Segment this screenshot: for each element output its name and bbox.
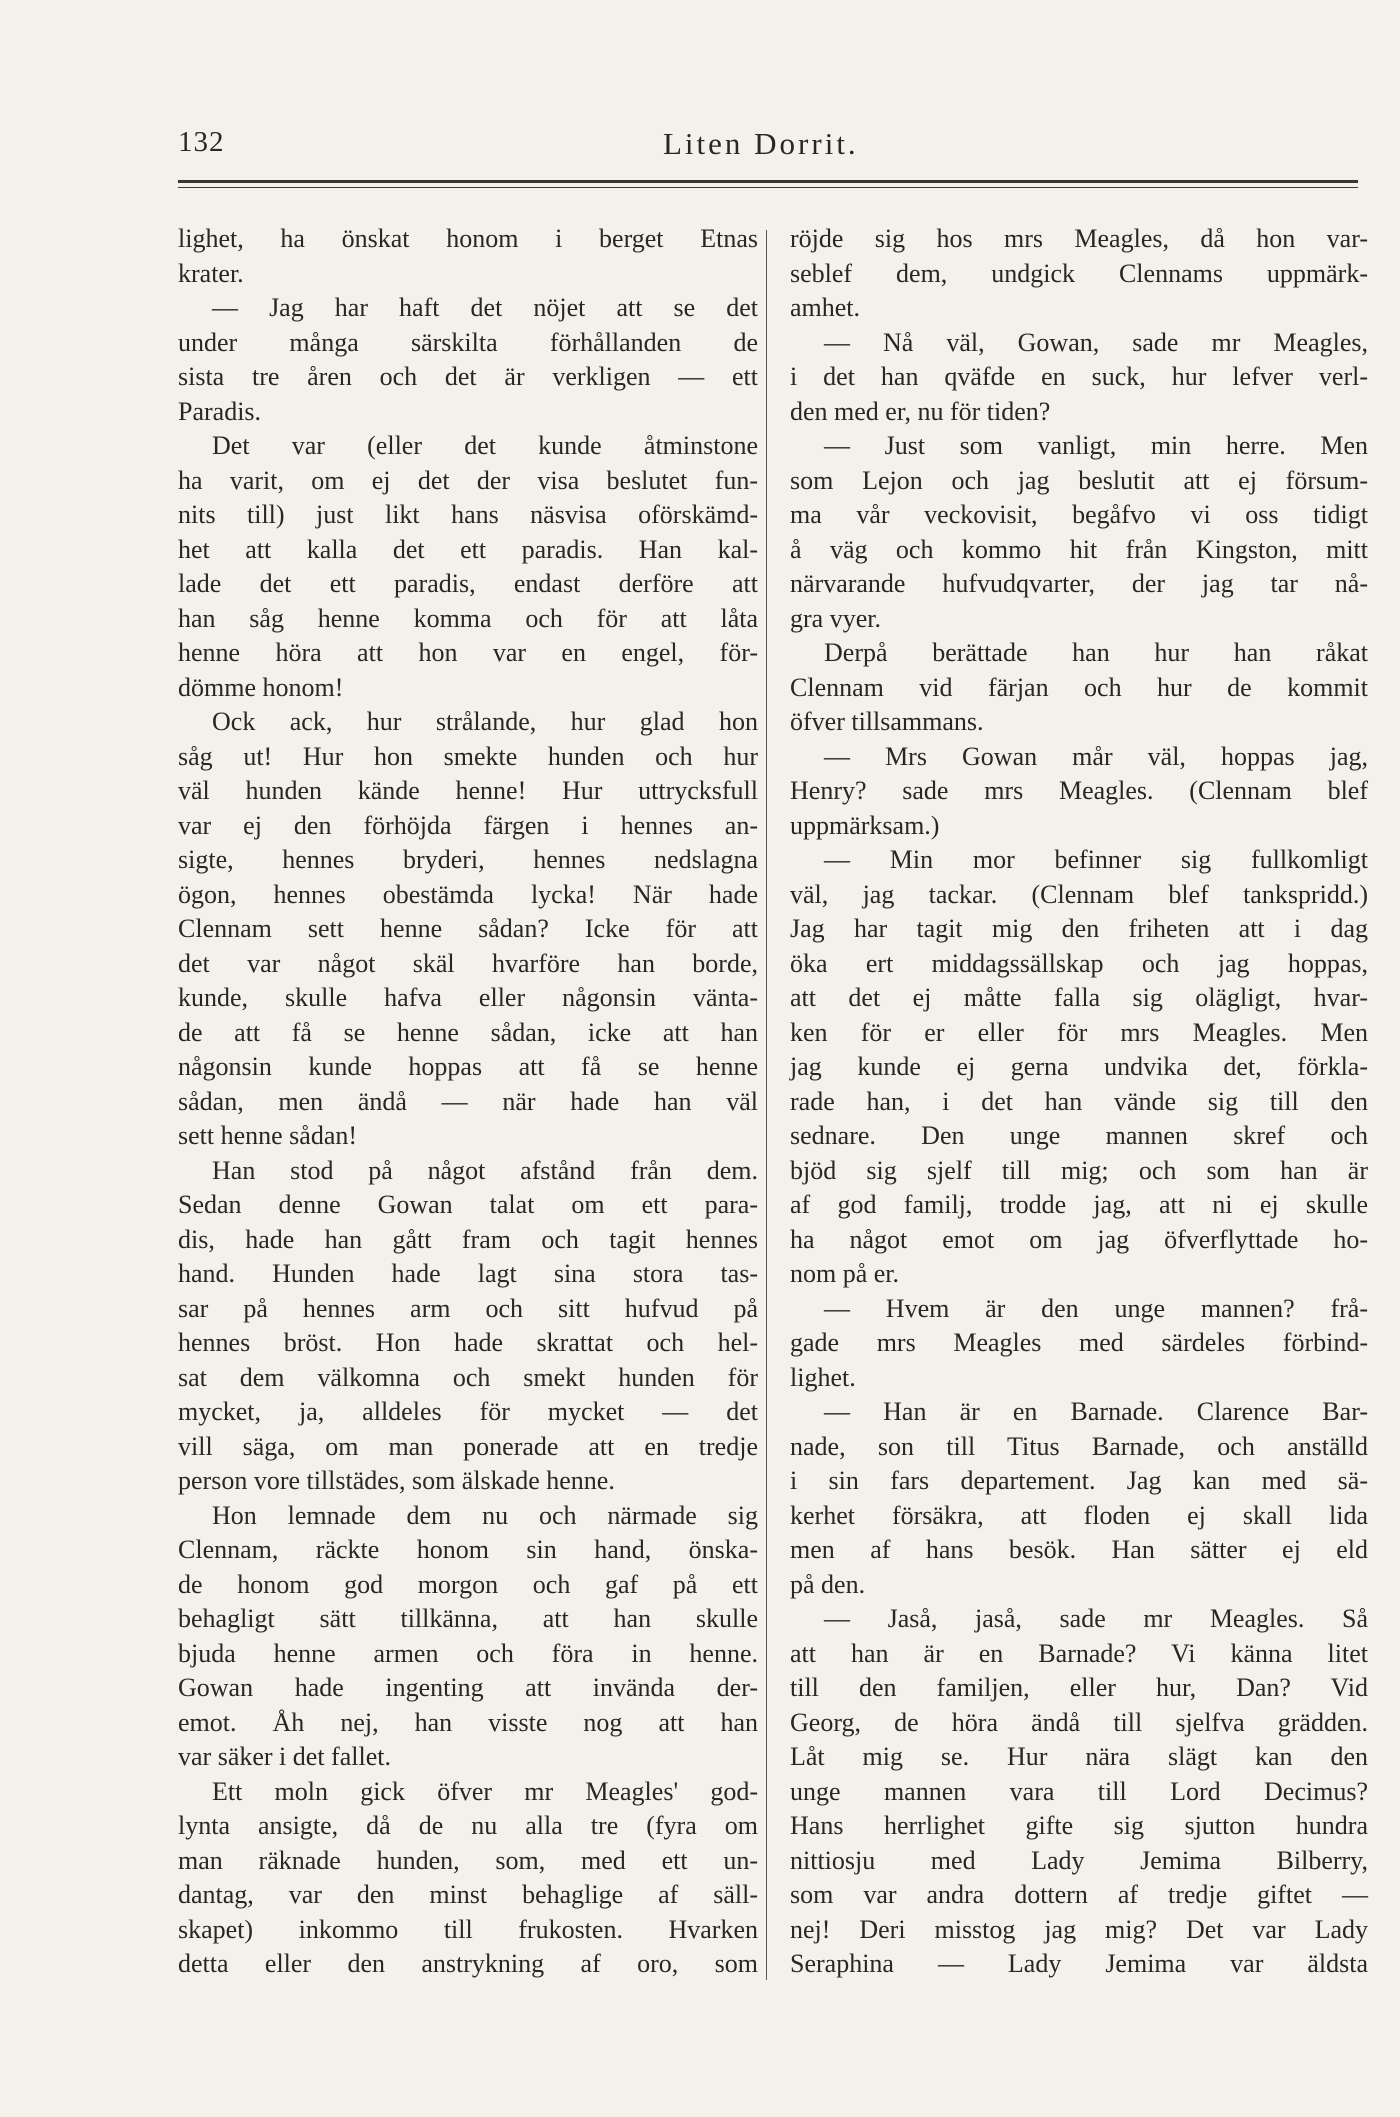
text-line: hennes bröst. Hon hade skrattat och hel- xyxy=(178,1328,758,1357)
text-line: under många särskilta förhållanden de xyxy=(178,327,758,357)
text-line: Clennam sett henne sådan? Icke för att xyxy=(178,914,758,943)
header-rule-thin xyxy=(178,187,1358,188)
text-line: kunde, skulle hafva eller någonsin vänta- xyxy=(178,983,758,1012)
text-line: lighet. xyxy=(790,1362,856,1392)
text-line: Låt mig se. Hur nära slägt kan den xyxy=(790,1742,1368,1771)
text-line: nits till) just likt hans näsvisa oförskämd- xyxy=(178,500,758,529)
text-line: Gowan hade ingenting att invända der- xyxy=(178,1673,758,1702)
text-line: gra vyer. xyxy=(790,603,881,633)
text-line: ma vår veckovisit, begåfvo vi oss tidigt xyxy=(790,500,1368,529)
text-line: hand. Hunden hade lagt sina stora tas- xyxy=(178,1259,758,1288)
left-column xyxy=(178,222,758,1982)
running-title: Liten Dorrit. xyxy=(663,126,859,161)
text-line: röjde sig hos mrs Meagles, då hon var- xyxy=(790,224,1368,253)
text-line: lighet, ha önskat honom i berget Etnas xyxy=(178,224,758,253)
text-line: på den. xyxy=(790,1569,866,1599)
text-line: het att kalla det ett paradis. Han kal- xyxy=(178,534,758,564)
text-line: dantag, var den minst behaglige af säll- xyxy=(178,1880,758,1909)
text-line: Seraphina — Lady Jemima var äldsta xyxy=(790,1949,1368,1978)
text-line: behagligt sätt tillkänna, att han skulle xyxy=(178,1604,758,1633)
text-line: detta eller den anstrykning af oro, som xyxy=(178,1949,758,1978)
page-header xyxy=(178,126,1358,170)
text-line: kerhet försäkra, att floden ej skall lida xyxy=(790,1500,1368,1530)
text-line: nej! Deri misstog jag mig? Det var Lady xyxy=(790,1914,1368,1944)
text-line: — Min mor befinner sig fullkomligt xyxy=(824,845,1368,874)
text-line: Georg, de höra ändå till sjelfva grädden. xyxy=(790,1707,1368,1737)
text-line: vill säga, om man ponerade att en tredje xyxy=(178,1431,758,1461)
text-line: å väg och kommo hit från Kingston, mitt xyxy=(790,534,1368,564)
text-line: person vore tillstädes, som älskade henne. xyxy=(178,1466,615,1495)
text-line: — Jag har haft det nöjet att se det xyxy=(212,293,758,322)
text-line: gade mrs Meagles med särdeles förbind- xyxy=(790,1328,1368,1357)
text-line: det var något skäl hvarföre han borde, xyxy=(178,948,758,978)
text-line: att det ej måtte falla sig olägligt, hvar- xyxy=(790,983,1368,1012)
header-rule-thick xyxy=(178,180,1358,183)
text-line: sat dem välkomna och smekt hunden för xyxy=(178,1362,758,1392)
text-line: man räknade hunden, som, med ett un- xyxy=(178,1845,758,1875)
text-line: ha varit, om ej det der visa beslutet fun- xyxy=(178,465,758,495)
text-line: sednare. Den unge mannen skref och xyxy=(790,1121,1368,1150)
text-line: sar på hennes arm och sitt hufvud på xyxy=(178,1293,758,1323)
text-line: henne höra att hon var en engel, för- xyxy=(178,638,758,667)
text-line: sigte, hennes bryderi, hennes nedslagna xyxy=(178,845,758,874)
text-line: af god familj, trodde jag, att ni ej skulle xyxy=(790,1190,1368,1219)
text-line: öka ert middagssällskap och jag hoppas, xyxy=(790,948,1368,978)
text-line: sådan, men ändå — när hade han väl xyxy=(178,1086,758,1116)
text-line: Clennam, räckte honom sin hand, önska- xyxy=(178,1535,758,1564)
right-column xyxy=(790,222,1368,1982)
text-line: — Hvem är den unge mannen? frå- xyxy=(824,1293,1368,1323)
text-line: ha något emot om jag öfverflyttade ho- xyxy=(790,1224,1368,1254)
text-line: väl, jag tackar. (Clennam blef tankspridd.) xyxy=(790,879,1368,909)
text-line: Ock ack, hur strålande, hur glad hon xyxy=(212,707,758,736)
text-line: nom på er. xyxy=(790,1259,900,1288)
text-line: bjuda henne armen och föra in henne. xyxy=(178,1638,758,1668)
text-line: dis, hade han gått fram och tagit hennes xyxy=(178,1224,758,1254)
text-line: som var andra dottern af tredje giftet — xyxy=(790,1880,1368,1909)
text-line: Clennam vid färjan och hur de kommit xyxy=(790,672,1368,702)
text-line: skapet) inkommo till frukosten. Hvarken xyxy=(178,1914,758,1944)
text-line: i det han qväfde en suck, hur lefver verl- xyxy=(790,362,1368,391)
text-line: nade, son till Titus Barnade, och anställd xyxy=(790,1431,1368,1461)
text-line: ken för er eller för mrs Meagles. Men xyxy=(790,1017,1368,1047)
text-line: Det var (eller det kunde åtminstone xyxy=(212,431,758,460)
text-line: mycket, ja, alldeles för mycket — det xyxy=(178,1397,758,1426)
text-line: men af hans besök. Han sätter ej eld xyxy=(790,1535,1368,1564)
text-line: var säker i det fallet. xyxy=(178,1742,391,1771)
text-line: Derpå berättade han hur han råkat xyxy=(824,638,1368,667)
text-line: dömme honom! xyxy=(178,672,344,702)
text-line: jag kunde ej gerna undvika det, förkla- xyxy=(790,1052,1368,1081)
text-line: till den familjen, eller hur, Dan? Vid xyxy=(790,1673,1368,1702)
text-line: nittiosju med Lady Jemima Bilberry, xyxy=(790,1845,1368,1875)
text-line: Hon lemnade dem nu och närmade sig xyxy=(212,1500,758,1530)
text-line: öfver tillsammans. xyxy=(790,707,984,736)
text-line: sett henne sådan! xyxy=(178,1121,358,1150)
text-line: krater. xyxy=(178,258,244,288)
text-line: emot. Åh nej, han visste nog att han xyxy=(178,1707,758,1737)
text-line: att han är en Barnade? Vi känna litet xyxy=(790,1638,1368,1668)
text-line: Han stod på något afstånd från dem. xyxy=(212,1155,758,1185)
text-line: lynta ansigte, då de nu alla tre (fyra om xyxy=(178,1811,758,1840)
text-line: sista tre åren och det är verkligen — ett xyxy=(178,362,758,391)
text-line: den med er, nu för tiden? xyxy=(790,396,1051,426)
text-line: som Lejon och jag beslutit att ej försum- xyxy=(790,465,1368,495)
page-number: 132 xyxy=(178,126,225,158)
text-line: Hans herrlighet gifte sig sjutton hundra xyxy=(790,1811,1368,1840)
text-line: — Mrs Gowan mår väl, hoppas jag, xyxy=(824,741,1368,771)
text-line: uppmärksam.) xyxy=(790,810,940,840)
text-line: i sin fars departement. Jag kan med sä- xyxy=(790,1466,1368,1495)
text-line: — Nå väl, Gowan, sade mr Meagles, xyxy=(824,327,1368,357)
text-line: Ett moln gick öfver mr Meagles' god- xyxy=(212,1776,758,1806)
text-line: — Jaså, jaså, sade mr Meagles. Så xyxy=(824,1604,1368,1633)
text-line: ögon, hennes obestämda lycka! När hade xyxy=(178,879,758,909)
text-line: amhet. xyxy=(790,293,861,322)
text-line: — Han är en Barnade. Clarence Bar- xyxy=(824,1397,1368,1426)
text-line: Sedan denne Gowan talat om ett para- xyxy=(178,1190,758,1219)
text-line: närvarande hufvudqvarter, der jag tar nå- xyxy=(790,569,1368,598)
text-line: de honom god morgon och gaf på ett xyxy=(178,1569,758,1599)
text-line: Paradis. xyxy=(178,396,262,426)
text-line: Jag har tagit mig den friheten att i dag xyxy=(790,914,1368,943)
text-line: de att få se henne sådan, icke att han xyxy=(178,1017,758,1047)
text-line: såg ut! Hur hon smekte hunden och hur xyxy=(178,741,758,771)
column-divider xyxy=(766,230,767,1980)
text-line: seblef dem, undgick Clennams uppmärk- xyxy=(790,258,1368,288)
text-line: han såg henne komma och för att låta xyxy=(178,603,758,633)
text-line: bjöd sig sjelf till mig; och som han är xyxy=(790,1155,1368,1185)
text-line: var ej den förhöjda färgen i hennes an- xyxy=(178,810,758,840)
text-line: lade det ett paradis, endast derföre att xyxy=(178,569,758,598)
text-line: — Just som vanligt, min herre. Men xyxy=(824,431,1368,460)
text-line: väl hunden kände henne! Hur uttrycksfull xyxy=(178,776,758,805)
text-line: Henry? sade mrs Meagles. (Clennam blef xyxy=(790,776,1368,805)
text-line: någonsin kunde hoppas att få se henne xyxy=(178,1052,758,1081)
text-line: rade han, i det han vände sig till den xyxy=(790,1086,1368,1116)
text-line: unge mannen vara till Lord Decimus? xyxy=(790,1776,1368,1806)
